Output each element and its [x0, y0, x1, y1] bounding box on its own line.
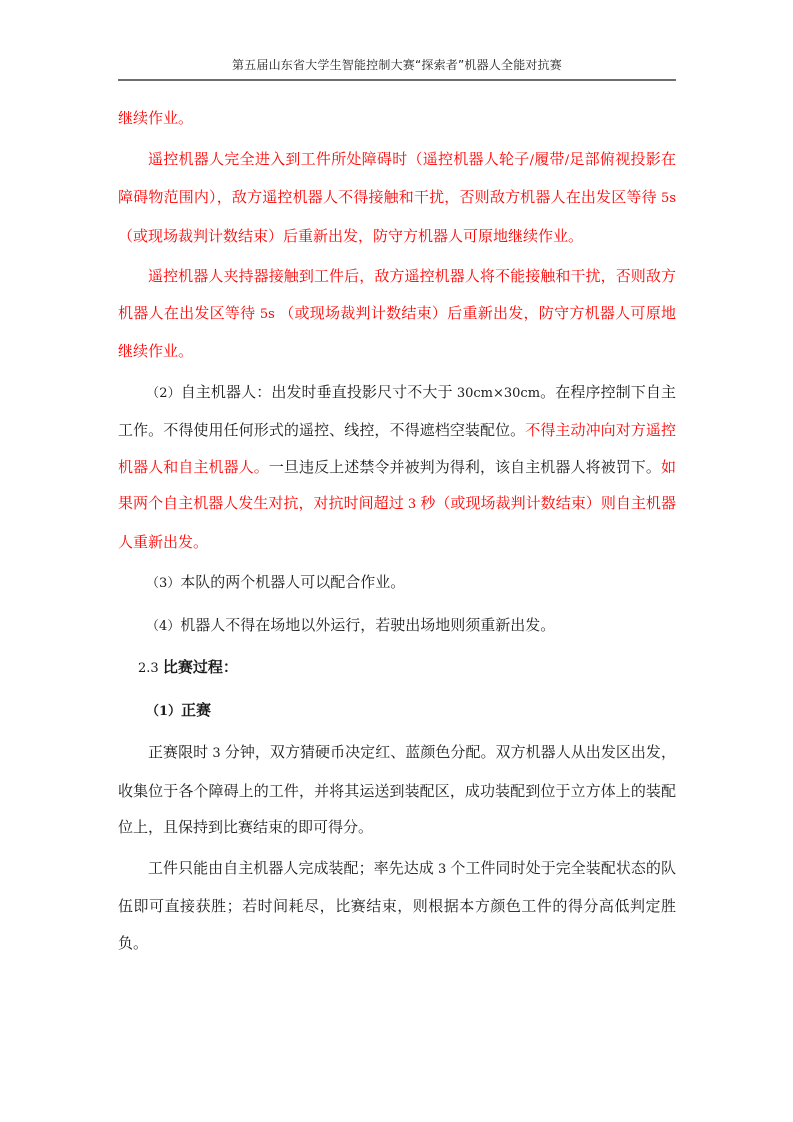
text-highlight: 如果两个自主机器人发生对抗，对抗时间超过 [118, 457, 676, 512]
paragraph-victory-rules [118, 850, 676, 962]
paragraph-continuation [118, 100, 676, 137]
text: / [564, 152, 570, 168]
text: （或现场裁判计数结束）后重新出发，防守方机器人可原地继续作业。 [118, 226, 584, 245]
text: 机器人不得在场地以外运行，若驶出场地则须重新出发。 [180, 615, 556, 634]
paragraph-remote-robot-gripper [118, 258, 676, 370]
number: 5s [656, 191, 676, 206]
text: 分钟，双方猜硬币决定红、蓝颜色分配。双方机器人从出发区出发，收集位于各个障碍上的工件，并将其运送到装配区，成功装配到位于立方体上的装配位上，且保持到比赛结束的即可得分。 [118, 743, 676, 836]
text: 足部俯视投影在障碍物范围内），敌方遥控机器人不得接触和干扰，否则敌方机器人在出发区等待 [118, 149, 676, 206]
section-number: 2.3 [138, 661, 163, 676]
text: 个工件同时处于完全装配状态的队伍即可直接获胜；若时间耗尽，比赛结束，则根据本方颜色工件的得分高低判定胜负。 [118, 858, 676, 952]
text: 自主机器人：出发时垂直投影尺寸不大于 [180, 382, 453, 401]
subsection-title: 正赛 [181, 700, 212, 719]
page-header: 第五届山东省大学生智能控制大赛“探索者”机器人全能对抗赛 [231, 58, 563, 72]
text: 一旦违反上述禁令并被判为得利，该自主机器人将被罚下。 [268, 457, 661, 476]
section-heading [118, 649, 676, 688]
text: 履带 [533, 149, 565, 168]
list-label: （3） [146, 576, 181, 591]
list-label: （2） [146, 385, 181, 401]
list-label: （4） [146, 618, 181, 634]
number: 3 [208, 746, 225, 761]
number: 30cm×30cm [452, 385, 541, 401]
text: 。在程序控制下自主工作。不得使用任何形式的遥控、线控，不得遮档空装配位。 [118, 382, 676, 439]
text: 正赛限时 [148, 743, 209, 761]
text: / [529, 152, 534, 168]
subsection-heading [118, 692, 676, 731]
list-item-4 [118, 607, 676, 646]
paragraph-match-rules [118, 734, 676, 846]
text: 遥控机器人完全进入到工件所处障碍时（遥控机器人轮子 [148, 149, 530, 168]
list-item-3 [118, 564, 676, 603]
number: 3 [403, 497, 421, 512]
text: （或现场裁判计数结束）后重新出发，防守方机器人可原地继续作业。 [118, 303, 676, 360]
list-label: （1） [146, 703, 182, 719]
number: 3 [433, 861, 451, 877]
paragraph-autonomous-robot [118, 374, 676, 561]
document-body [118, 100, 676, 961]
header-rule [118, 79, 676, 81]
text: 本队的两个机器人可以配合作业。 [180, 573, 406, 591]
text: 遥控机器人夹持器接触到工件后，敌方遥控机器人将不能接触和干扰，否则敌方机器人在出发区等待 [118, 267, 676, 322]
paragraph-remote-robot-obstacle [118, 141, 676, 255]
section-title: 比赛过程： [162, 658, 238, 676]
text-highlight: 不得主动冲向对方遥控机器人和自主机器人。 [118, 421, 676, 476]
text-highlight: 秒（或现场裁判计数结束）则自主机器人重新出发。 [118, 494, 676, 551]
text: 工件只能由自主机器人完成装配；率先达成 [148, 858, 434, 877]
text: 继续作业。 [118, 109, 194, 127]
number: 5s [255, 306, 280, 322]
